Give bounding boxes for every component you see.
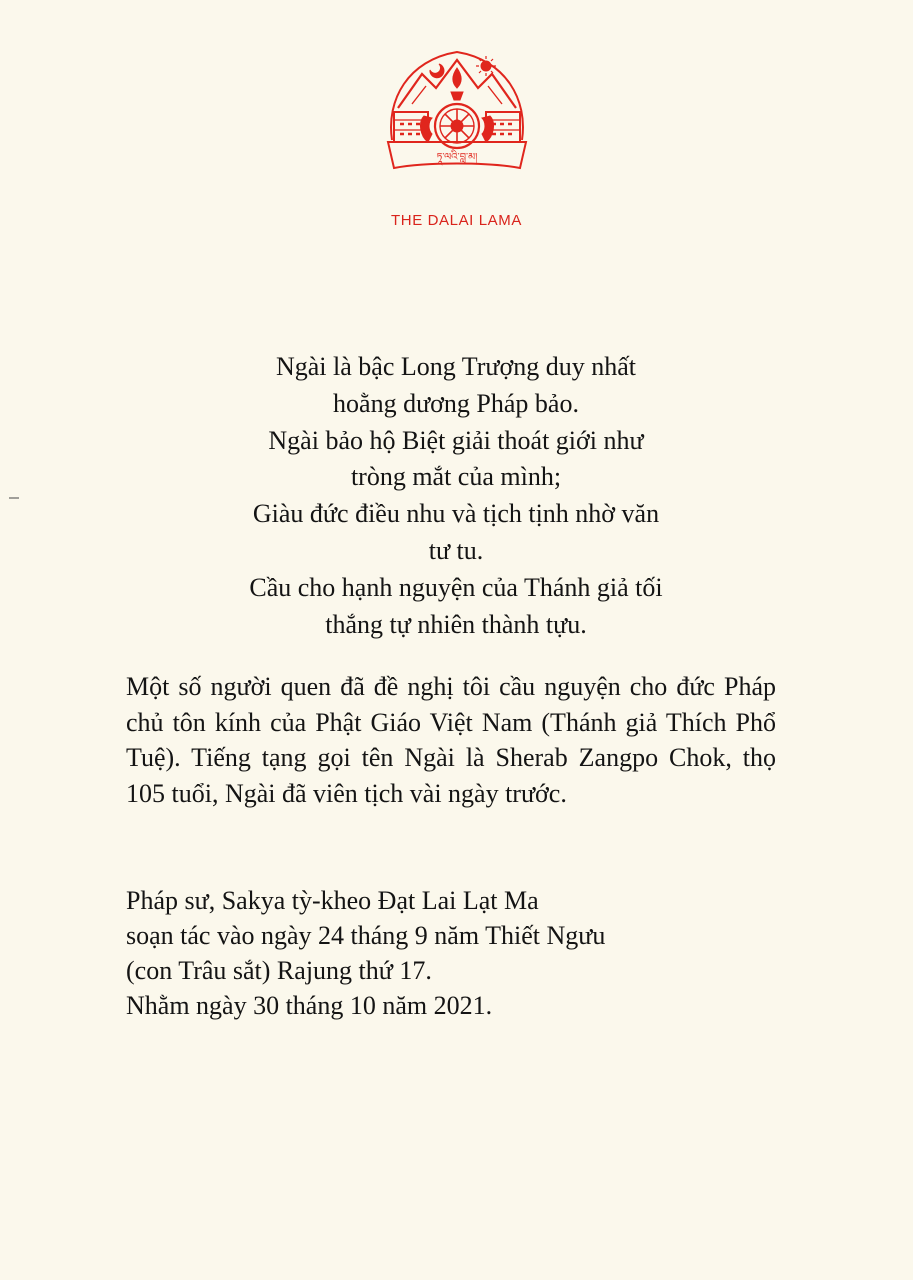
verse-line: Ngài bảo hộ Biệt giải thoát giới như xyxy=(268,425,644,455)
signature-block xyxy=(126,883,786,1023)
signature-line: (con Trâu sắt) Rajung thứ 17. xyxy=(126,956,432,985)
verse-block xyxy=(150,349,762,643)
verse-line: Cầu cho hạnh nguyện của Thánh giả tối xyxy=(249,572,663,602)
verse-line: Giàu đức điều nhu và tịch tịnh nhờ văn xyxy=(252,499,660,529)
dalai-lama-seal-icon xyxy=(378,38,536,178)
verse-line: tròng mắt của mình; xyxy=(350,462,562,492)
verse-line: tư tu. xyxy=(428,535,484,565)
signature-line: Nhằm ngày 30 tháng 10 năm 2021. xyxy=(126,991,493,1020)
signature-line: Pháp sư, Sakya tỳ-kheo Đạt Lai Lạt Ma xyxy=(126,886,539,915)
signature-line: soạn tác vào ngày 24 tháng 9 năm Thiết Ngưu xyxy=(126,921,606,950)
seal-inscription: ཏཱ་ལའི་བླ་མ། xyxy=(436,152,478,163)
verse-line: Ngài là bậc Long Trượng duy nhất xyxy=(275,352,637,381)
body-paragraph: Một số người quen đã đề nghị tôi cầu nguyện cho đức Pháp chủ tôn kính của Phật Giáo Việt Nam (Thánh giả Thích Phổ Tuệ). Tiếng tạng gọi tên Ngài là Sherab Zangpo Chok, thọ 105 tuổi, Ngài đã viên tịch vài ngày trước. xyxy=(126,672,776,808)
verse-line: thắng tự nhiên thành tựu. xyxy=(325,609,587,639)
verse-line: hoằng dương Pháp bảo. xyxy=(333,388,579,418)
letterhead-title: THE DALAI LAMA xyxy=(391,212,522,229)
scan-mark xyxy=(9,497,19,499)
